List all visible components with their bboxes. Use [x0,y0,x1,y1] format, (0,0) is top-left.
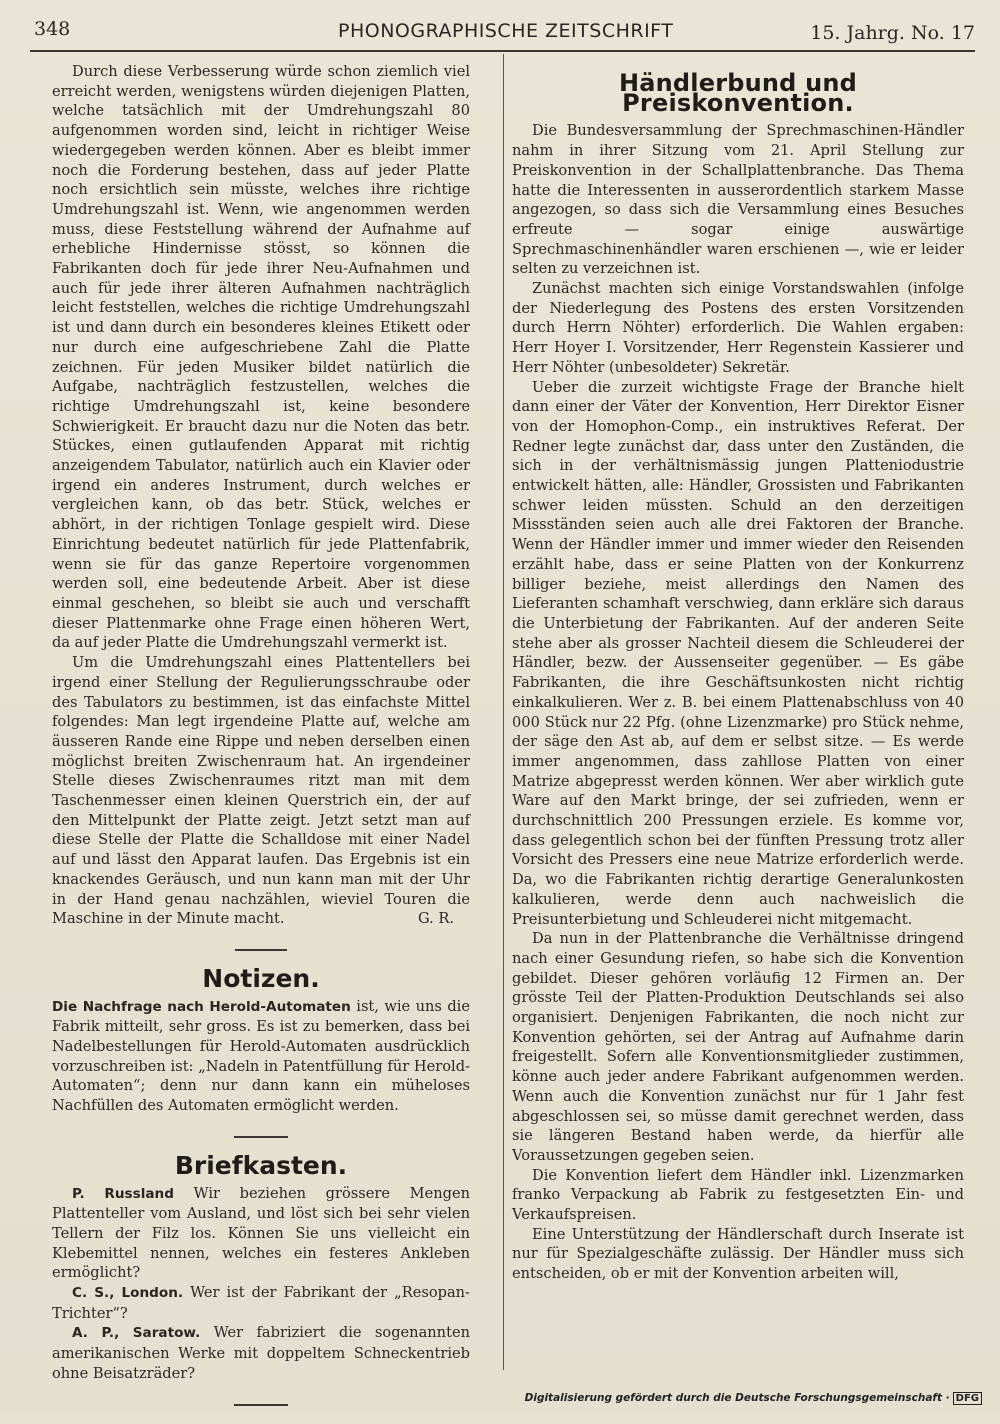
digitization-footer: Digitalisierung gefördert durch die Deutsche Forschungsgemeinschaft · DFG [525,1392,982,1405]
issue-label: 15. Jahrg. No. 17 [810,22,975,44]
left-column [52,62,470,1424]
right-column [512,62,964,1284]
briefkasten-item: C. S., London. Wer ist der Fabrikant der „Resopan-Trichter“? [52,1284,470,1322]
article-paragraph: Die Konvention liefert dem Händler inkl. Lizenzmarken franko Verpackung ab Fabrik zu festgesetzten Ein- und Verkaufspreisen. [512,1166,964,1224]
article-paragraph: Eine Unterstützung der Händlerschaft durch Inserate ist nur für Spezialgeschäfte zulässig. Der Händler muss sich entscheiden, ob er mit der Konvention arbeiten will, [512,1225,964,1283]
section-divider [235,949,287,951]
page-header [30,18,975,52]
briefkasten-item: A. P., Saratow. Wer fabriziert die sogenannten amerikanischen Werke mit doppeltem Schneckentrieb ohne Beisatzräder? [52,1324,470,1382]
column-divider [503,54,504,1370]
article-paragraph: Um die Umdrehungszahl eines Plattentellers bei irgend einer Stellung der Regulierungsschraube oder des Tabulators zu bestimmen, ist das einfachste Mittel folgendes: Man legt irgendeine Platte auf, welche am äusseren Rande eine Rippe und neben derselben einen möglichst breiten Zwischenraum hat. An irgendeiner Stelle dieses Zwischenraumes ritzt man mit dem Taschenmesser einen kleinen Querstrich ein, der auf den Mittelpunkt der Platte zeigt. Jetzt setzt man auf diese Stelle der Platte die Schalldose mit einer Nadel auf und lässt den Apparat laufen. Das Ergebnis ist ein knackendes Geräusch, und nun kann man mit der Uhr in der Hand genau nachzählen, wieviel Touren die Maschine in der Minute macht. G. R. [52,654,470,928]
notizen-paragraph: Die Nachfrage nach Herold-Automaten ist, wie uns die Fabrik mitteilt, sehr gross. Es ist zu bemerken, dass bei Nadelbestellungen für Herold-Automaten ausdrücklich vorzuschreiben ist: „Nadeln in Patentfüllung für Herold-Automaten“; denn nur dann kann ein müheloses Nachfüllen des Automaten ermöglicht werden. [52,997,470,1115]
briefkasten-item: P. Russland Wir beziehen grössere Mengen Plattenteller vom Ausland, und löst sich bei sehr vielen Tellern der Filz los. Können Sie uns vielleicht ein Klebemittel nennen, welches ein festeres Ankleben ermöglicht? [52,1184,470,1282]
dfg-logo: DFG [953,1392,982,1405]
briefkasten-heading: Briefkasten. [174,1150,348,1180]
section-divider [234,1136,288,1138]
article-paragraph: Zunächst machten sich einige Vorstandswahlen (infolge der Niederlegung des Postens des ersten Vorsitzenden durch Herrn Nöhter) erforderlich. Die Wahlen ergaben: Herr Hoyer I. Vorsitzender, Herr Regenstein Kassierer und Herr Nöhter (unbesoldeter) Sekretär. [512,280,964,376]
page-number: 348 [34,18,71,40]
notizen-heading: Notizen. [202,963,320,993]
notizen-lead: Die Nachfrage nach Herold-Automaten [52,998,351,1015]
section-divider [234,1404,288,1406]
article-paragraph: Da nun in der Plattenbranche die Verhältnisse dringend nach einer Gesundung riefen, so habe sich die Konvention gebildet. Dieser gehören vorläufig 12 Firmen an. Der grösste Teil der Platten-Produktion Deutschlands sei also organisiert. Denjenigen Fabrikanten, die noch nicht zur Konvention gehörten, sei der Antrag auf Aufnahme darin freigestellt. Sofern alle Konventionsmitglieder zustimmen, könne auch jeder andere Fabrikant aufgenommen werden. Wenn auch die Konvention zunächst nur für 1 Jahr fest abgeschlossen sei, so müsse damit gerechnet werden, dass sie längeren Bestand haben werde, da hierfür alle Voraussetzungen gegeben seien. [512,930,964,1164]
article-signature: G. R. [417,910,454,928]
article-paragraph: Durch diese Verbesserung würde schon ziemlich viel erreicht werden, wenigstens würden diejenigen Platten, welche tatsächlich mit der Umdrehungszahl 80 aufgenommen worden sind, leicht in richtiger Weise wiedergegeben werden können. Aber es bleibt immer noch die Forderung bestehen, dass auf jeder Platte noch ersichtlich sein müsste, welches ihre richtige Umdrehungszahl ist. Wenn, wie angenommen werden muss, diese Feststellung während der Aufnahme auf erhebliche Hindernisse stösst, so können die Fabrikanten doch für jede ihrer Neu-Aufnahmen und auch für jede ihrer älteren Aufnahmen nachträglich leicht feststellen, welches die richtige Umdrehungszahl ist und dann durch ein besonderes kleines Etikett oder nur durch eine aufgeschriebene Zahl die Platte zeichnen. Für jeden Musiker bildet natürlich die Aufgabe, nachträglich festzustellen, welches die richtige Umdrehungszahl ist, keine besondere Schwierigkeit. Er braucht dazu nur die Noten das betr. Stückes, einen gutlaufenden Apparat mit richtig anzeigendem Tabulator, natürlich auch ein Klavier oder irgend ein anderes Instrument, durch welches er vergleichen kann, ob das betr. Stück, welches er abhört, in der richtigen Tonlage gespielt wird. Diese Einrichtung bedeutet natürlich für jede Plattenfabrik, wenn sie für das ganze Repertoire vorgenommen werden soll, eine bedeutende Arbeit. Aber ist diese einmal geschehen, so bleibt sie auch und verschafft dieser Plattenmarke ohne Frage einen höheren Wert, da auf jeder Platte die Umdrehungszahl vermerkt ist. [52,63,470,652]
article-paragraph: Die Bundesversammlung der Sprechmaschinen-Händler nahm in ihrer Sitzung vom 21. April Stellung zur Preiskonvention in der Schallplattenbranche. Das Thema hatte die Interessenten in ausserordentlich starkem Masse angezogen, so dass sich die Versammlung eines Besuches erfreute — sogar einige auswärtige Sprechmaschinenhändler waren erschienen —, wie er leider selten zu verzeichnen ist. [512,122,964,278]
article-heading: Händlerbund und Preiskonvention. [618,69,858,117]
article-paragraph: Ueber die zurzeit wichtigste Frage der Branche hielt dann einer der Väter der Konvention, Herr Direktor Eisner von der Homophon-Comp., ein instruktives Referat. Der Redner legte zunächst dar, dass unter den Zuständen, die sich in der verhältnismässig jungen Platteniodustrie entwickelt hätten, alle: Händler, Grossisten und Fabrikanten schwer leiden müssten. Schuld an den derzeitigen Missständen seien auch alle drei Faktoren der Branche. Wenn der Händler immer und immer wieder den Reisenden erzählt habe, dass er seine Platten von der Konkurrenz billiger beziehe, meist allerdings den Namen des Lieferanten schamhaft verschwieg, dann erkläre sich daraus die Unterbietung der Fabrikanten. Auf der anderen Seite stehe aber als grosser Nachteil diesem die Schleuderei der Händler, bezw. der Aussenseiter gegenüber. — Es gäbe Fabrikanten, die ihre Geschäftsunkosten nicht richtig einkalkulieren. Wer z. B. bei einem Plattenabschluss von 40 000 Stück nur 22 Pfg. (ohne Lizenzmarke) pro Stück nehme, der säge den Ast ab, auf dem er selbst sitze. — Es werde immer angenommen, dass zahllose Platten von einer Matrize abgepresst werden können. Wer aber wirklich gute Ware auf den Markt bringe, der sei zufrieden, wenn er durchschnittlich 200 Pressungen erziele. Es komme vor, dass gelegentlich schon bei der fünften Pressung trotz aller Vorsicht des Pressers eine neue Matrize erforderlich werde. Da, wo die Fabrikanten richtig derartige Generalunkosten kalkulieren, werde denn auch nachweislich die Preisunterbietung und Schleuderei nicht mitgemacht. [512,378,964,928]
publication-title: PHONOGRAPHISCHE ZEITSCHRIFT [338,20,674,42]
footer-text: Digitalisierung gefördert durch die Deutsche Forschungsgemeinschaft [524,1392,942,1404]
